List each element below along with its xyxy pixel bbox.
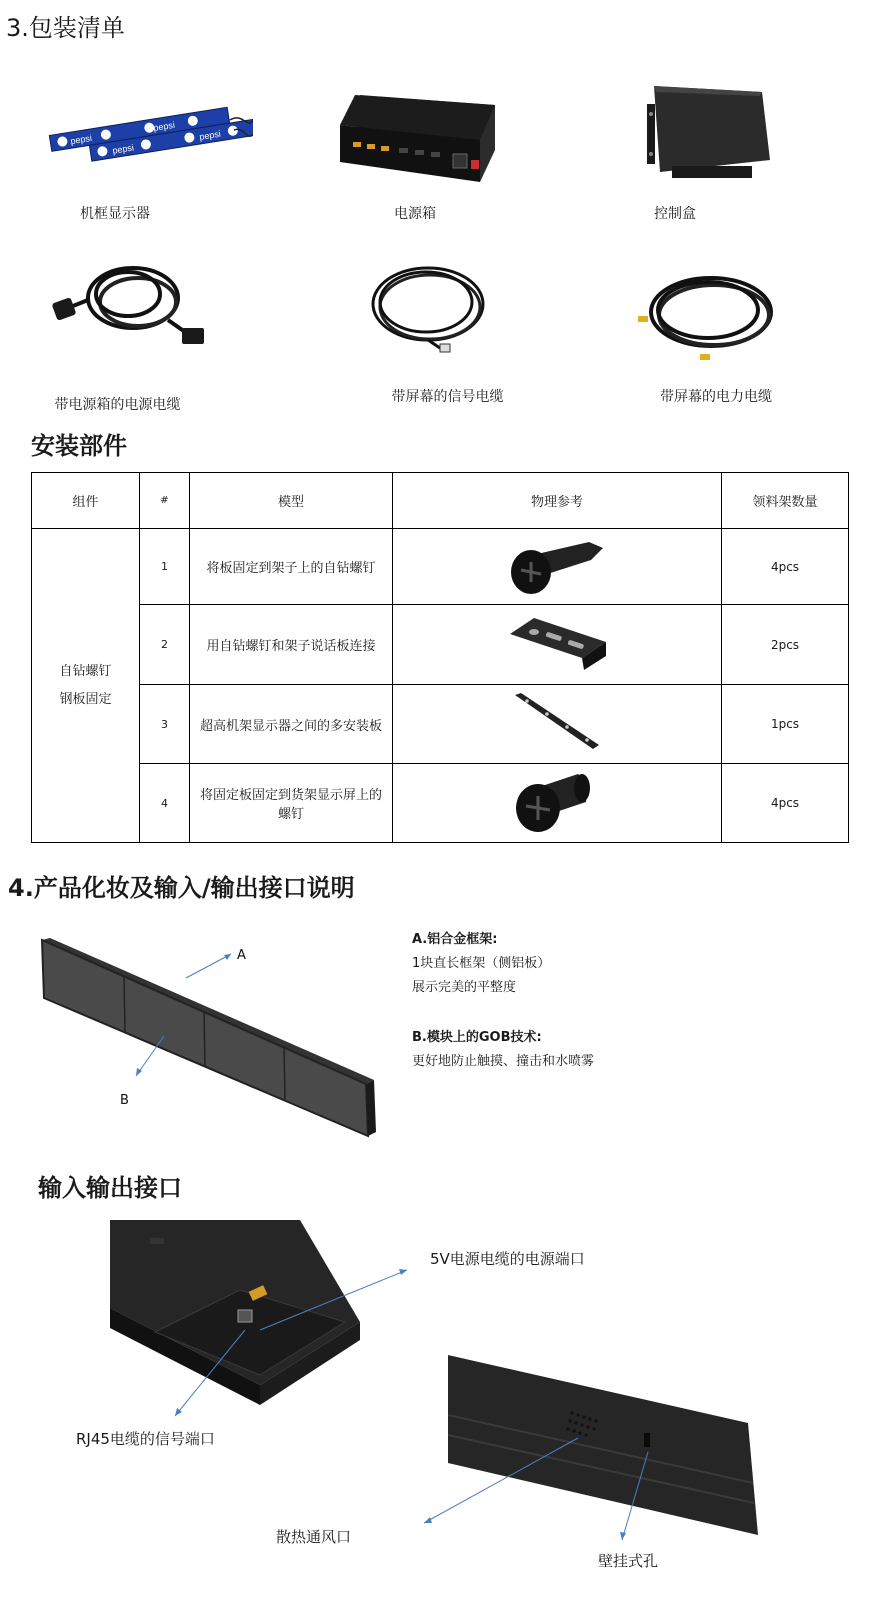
item-label: 机框显示器	[80, 206, 150, 222]
note-title-a: A.铝合金框架:	[412, 932, 498, 947]
table-row	[32, 685, 849, 764]
item-label: 带屏幕的信号电缆	[391, 389, 504, 405]
note-line: 展示完美的平整度	[412, 980, 517, 995]
display-strips-image	[48, 100, 253, 165]
row-model: 超高机架显示器之间的多安装板	[190, 685, 393, 764]
table-header-row	[32, 473, 849, 529]
component-line: 钢板固定	[59, 691, 112, 707]
item-label: 控制盒	[654, 206, 696, 222]
power-box-image	[335, 90, 500, 185]
item-label: 带屏幕的电力电缆	[660, 389, 772, 405]
component-cell	[32, 529, 140, 843]
row-qty: 1pcs	[722, 685, 849, 764]
row-qty: 2pcs	[722, 605, 849, 685]
row-model: 用自钻螺钉和架子说话板连接	[190, 605, 393, 685]
table-row	[32, 605, 849, 685]
section4-title: 4.产品化妆及输入/输出接口说明	[8, 874, 355, 902]
row-number: 4	[140, 764, 190, 843]
io-title: 输入输出接口	[38, 1174, 182, 1202]
brand-text: pepsi	[198, 128, 222, 142]
power-port-label: 5V电源电缆的电源端口	[430, 1250, 585, 1268]
item-label: 电源箱	[394, 206, 436, 222]
rj45-port-label: RJ45电缆的信号端口	[76, 1430, 215, 1448]
row-reference	[393, 685, 722, 764]
note-line: 1块直长框架（侧铝板）	[412, 956, 551, 971]
frame-notes	[412, 928, 594, 1074]
brand-text: pepsi	[152, 119, 176, 134]
row-reference	[393, 529, 722, 605]
row-model: 将固定板固定到货架显示屏上的螺钉	[190, 764, 393, 843]
row-number: 2	[140, 605, 190, 685]
table-row	[32, 764, 849, 843]
row-reference	[393, 764, 722, 843]
table-row	[32, 529, 849, 605]
row-model: 将板固定到架子上的自钻螺钉	[190, 529, 393, 605]
component-line: 自钻螺钉	[59, 663, 112, 679]
self-drilling-screw-icon	[507, 534, 607, 596]
brand-text: pepsi	[111, 142, 135, 156]
note-line: 更好地防止触摸、撞击和水喷雾	[412, 1054, 595, 1069]
flat-head-screw-icon	[512, 768, 602, 834]
row-number: 3	[140, 685, 190, 764]
install-table	[31, 472, 849, 843]
item-label: 带电源箱的电源电缆	[54, 397, 181, 413]
wall-hole-label: 壁挂式孔	[598, 1552, 659, 1570]
column-header: #	[140, 473, 190, 529]
control-box-image	[642, 84, 774, 184]
callout-a: A	[237, 948, 246, 963]
column-header: 模型	[190, 473, 393, 529]
note-title-b: B.模块上的GOB技术:	[412, 1030, 542, 1045]
io-arrows	[0, 1230, 892, 1560]
display-frame-image	[36, 932, 386, 1142]
row-number: 1	[140, 529, 190, 605]
signal-cable-image	[368, 262, 488, 357]
brand-text: pepsi	[69, 132, 93, 147]
row-qty: 4pcs	[722, 764, 849, 843]
column-header: 物理参考	[393, 473, 722, 529]
callout-b: B	[120, 1093, 129, 1108]
section3-title: 3.包装清单	[6, 14, 125, 42]
row-reference	[393, 605, 722, 685]
power-cable-image	[48, 250, 210, 355]
vent-label: 散热通风口	[276, 1528, 352, 1546]
install-title: 安装部件	[31, 432, 127, 460]
mounting-strip-icon	[507, 689, 607, 755]
column-header: 组件	[32, 473, 140, 529]
bracket-plate-icon	[502, 612, 612, 674]
column-header: 领料架数量	[722, 473, 849, 529]
power-line-image	[636, 270, 776, 365]
row-qty: 4pcs	[722, 529, 849, 605]
